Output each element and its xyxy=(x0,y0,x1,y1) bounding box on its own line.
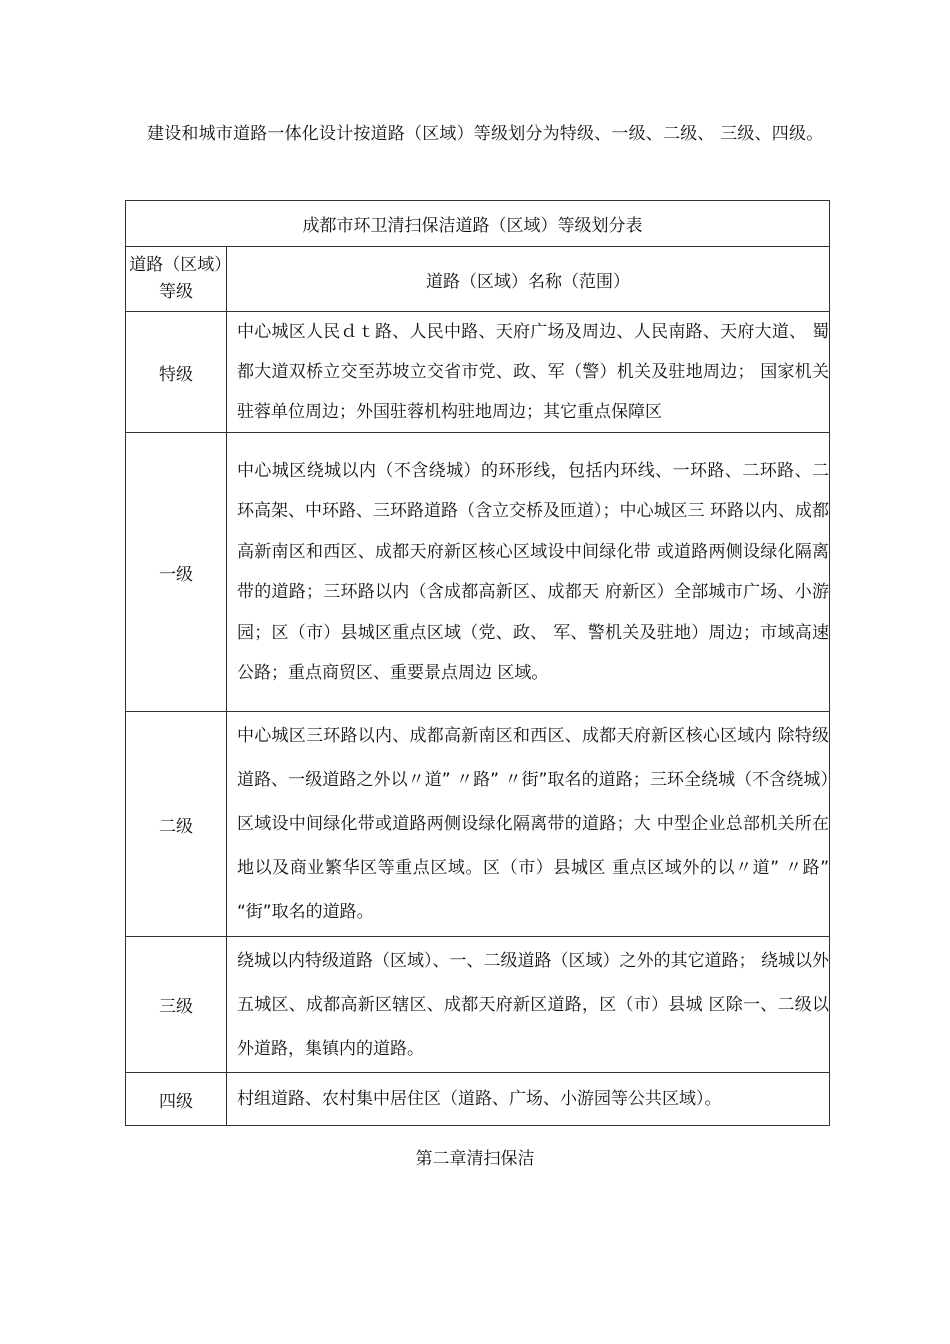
table-row xyxy=(126,937,830,1073)
level-cell: 三级 xyxy=(126,937,227,1073)
road-grade-table xyxy=(125,200,830,1126)
table-caption-row xyxy=(126,201,830,247)
table-row xyxy=(126,433,830,712)
level-cell: 二级 xyxy=(126,712,227,937)
table-row xyxy=(126,1073,830,1126)
header-level: 道路（区域）等级 xyxy=(126,247,227,312)
level-cell: 四级 xyxy=(126,1073,227,1126)
table-caption-text: 成都市环卫清扫保洁道路（区域）等级划分表 xyxy=(302,216,643,236)
description-cell: 村组道路、农村集中居住区（道路、广场、小游园等公共区域）。 xyxy=(227,1073,830,1126)
table-header-row xyxy=(126,247,830,312)
description-cell: 中心城区人民ｄｔ路、人民中路、天府广场及周边、人民南路、天府大道、 蜀都大道双桥立交至苏坡立交省市党、政、军（警）机关及驻地周边； 国家机关驻蓉单位周边；外国驻蓉机构驻地周边；其它重点保障区 xyxy=(227,312,830,433)
chapter-title: 第二章清扫保洁 xyxy=(415,1149,535,1169)
description-cell: 绕城以内特级道路（区域）、一、二级道路（区域）之外的其它道路； 绕城以外五城区、成都高新区辖区、成都天府新区道路，区（市）县城 区除一、二级以外道路，集镇内的道路。 xyxy=(227,937,830,1073)
header-name: 道路（区域）名称（范围） xyxy=(227,247,830,312)
table-row xyxy=(126,312,830,433)
level-cell: 特级 xyxy=(126,312,227,433)
description-cell: 中心城区绕城以内（不含绕城）的环形线，包括内环线、一环路、二环路、二环高架、中环路、三环路道路（含立交桥及匝道）；中心城区三 环路以内、成都高新南区和西区、成都天府新区核心区域设中间绿化带 或道路两侧设绿化隔离带的道路；三环路以内（含成都高新区、成都天 府新区）全部城市广场、小游园；区（市）县城区重点区域（党、政、 军、警机关及驻地）周边；市域高速公路；重点商贸区、重要景点周边 区域。 xyxy=(227,433,830,712)
description-cell: 中心城区三环路以内、成都高新南区和西区、成都天府新区核心区域内 除特级道路、一级道路之外以〃道” 〃路” 〃街”取名的道路；三环全绕城（不含绕城）区域设中间绿化带或道路两侧设绿化隔离带的道路；大 中型企业总部机关所在地以及商业繁华区等重点区域。区（市）县城区 重点区域外的以〃道” 〃路” “街”取名的道路。 xyxy=(227,712,830,937)
intro-paragraph: 建设和城市道路一体化设计按道路（区域）等级划分为特级、一级、二级、 三级、四级。 xyxy=(147,124,824,144)
level-cell: 一级 xyxy=(126,433,227,712)
table-caption xyxy=(126,201,830,247)
table-row xyxy=(126,712,830,937)
